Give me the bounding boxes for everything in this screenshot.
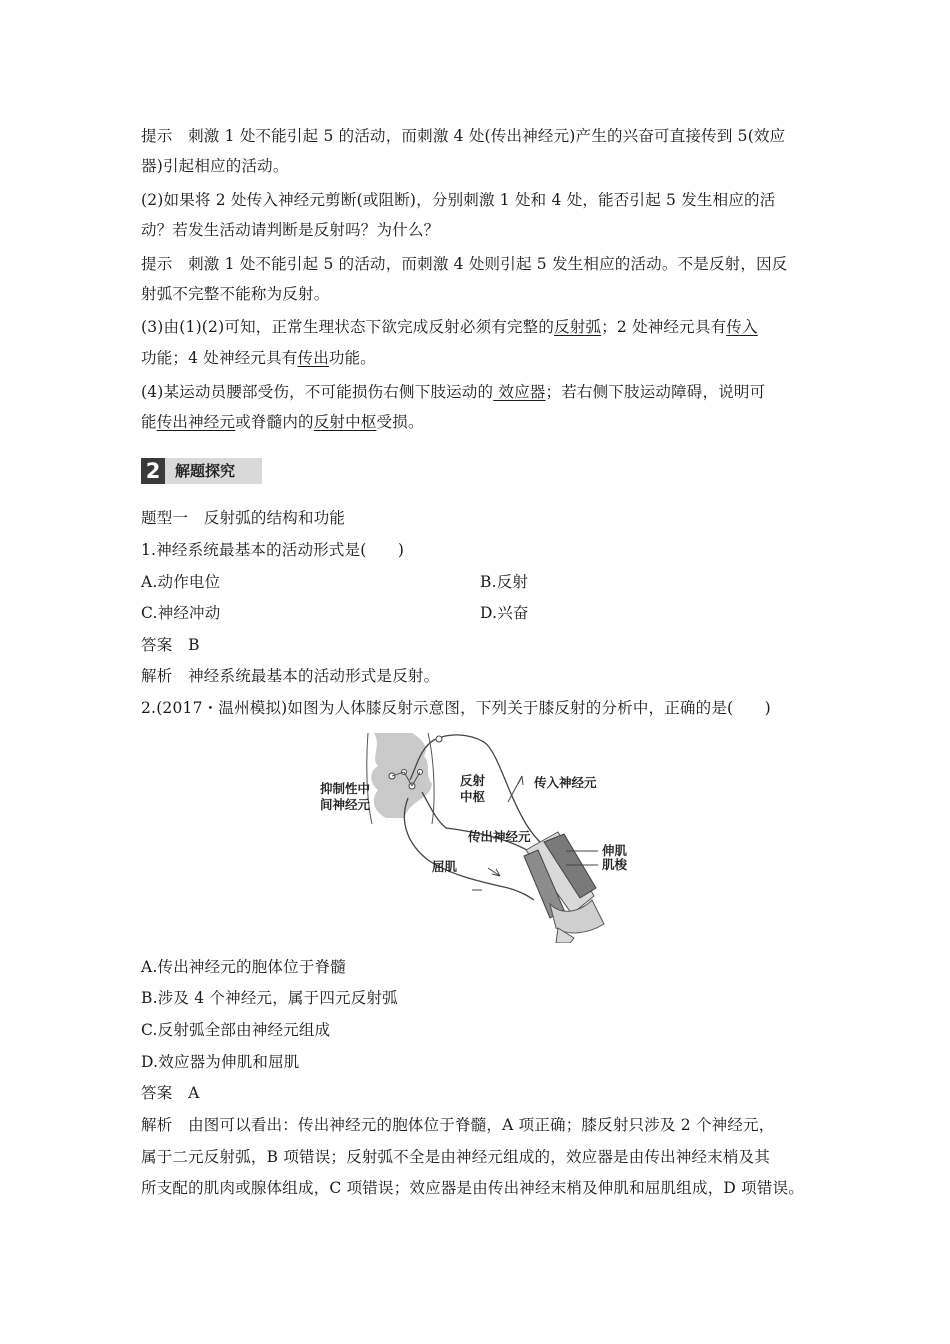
spinal-cord-gray-matter: [371, 733, 432, 818]
q4-line1: (4)某运动员腰部受伤，不可能损伤右侧下肢运动的 效应器；若右侧下肢运动障碍，说明可: [141, 383, 766, 401]
label-extensor: 伸肌: [602, 843, 628, 858]
q3-line2: 功能；4 处神经元具有传出功能。: [141, 349, 377, 367]
blank-efferent-neuron: 传出神经元: [156, 413, 236, 431]
q2-analysis-line2: 属于二元反射弧，B 项错误；反射弧不全是由神经元组成的，效应器是由传出神经末梢及其: [141, 1148, 771, 1166]
question-type-heading: 题型一 反射弧的结构和功能: [141, 509, 346, 527]
section-title: 解题探究: [175, 462, 236, 480]
hint1-line1: 提示 刺激 1 处不能引起 5 的活动，而刺激 4 处(传出神经元)产生的兴奋可直接传到 5(效应: [141, 127, 786, 145]
q2-option-d: D.效应器为伸肌和屈肌: [141, 1053, 300, 1071]
label-reflex-center-2: 中枢: [460, 789, 486, 804]
q4-line2: 能传出神经元或脊髓内的反射中枢受损。: [141, 413, 424, 431]
label-inhibitory-1: 抑制性中: [320, 781, 371, 796]
blank-effector: 效应器: [493, 383, 546, 401]
label-inhibitory-2: 间神经元: [320, 797, 371, 812]
q2-analysis-line1: 解析 由图可以看出：传出神经元的胞体位于脊髓，A 项正确；膝反射只涉及 2 个神经元，: [141, 1116, 775, 1134]
q2-line1: (2)如果将 2 处传入神经元剪断(或阻断)，分别刺激 1 处和 4 处，能否引起 5 发生相应的活: [141, 191, 776, 209]
label-muscle-spindle: 肌梭: [602, 857, 628, 872]
q1-option-b: B.反射: [480, 573, 529, 591]
q1-option-a: A.动作电位: [141, 573, 221, 591]
q1-option-d: D.兴奋: [480, 604, 529, 622]
label-flexor: 屈肌: [432, 859, 458, 874]
label-efferent-neuron: 传出神经元: [468, 829, 531, 844]
q2-option-b: B.涉及 4 个神经元，属于四元反射弧: [141, 989, 398, 1007]
q2-option-a: A.传出神经元的胞体位于脊髓: [141, 958, 346, 976]
q1-answer: 答案 B: [141, 636, 200, 654]
q3-line1: (3)由(1)(2)可知，正常生理状态下欲完成反射必须有完整的反射弧；2 处神经元具有传入: [141, 318, 758, 336]
section-number: 2: [141, 458, 165, 484]
hint2-line1: 提示 刺激 1 处不能引起 5 的活动，而刺激 4 处则引起 5 发生相应的活动。不是反射，因反: [141, 255, 788, 273]
hint2-line2: 射弧不完整不能称为反射。: [141, 285, 330, 303]
q1-option-c: C.神经冲动: [141, 604, 221, 622]
blank-afferent: 传入: [726, 318, 758, 336]
section-header: [141, 458, 262, 484]
blank-reflex-arc: 反射弧: [554, 318, 602, 336]
q1-stem: 1.神经系统最基本的活动形式是( ): [141, 541, 405, 559]
knee-reflex-figure: [312, 728, 642, 943]
label-reflex-center-1: 反射: [460, 773, 486, 788]
hint1-line2: 器)引起相应的活动。: [141, 157, 289, 175]
flexor-neuron-path: [404, 798, 534, 900]
q2-analysis-line3: 所支配的肌肉或腺体组成，C 项错误；效应器是由传出神经末梢及伸肌和屈肌组成，D 项错误。: [141, 1179, 804, 1197]
afferent-ganglion: [436, 736, 442, 742]
q2-answer: 答案 A: [141, 1084, 200, 1102]
blank-efferent: 传出: [297, 349, 329, 367]
blank-reflex-center: 反射中枢: [313, 413, 377, 431]
q2-option-c: C.反射弧全部由神经元组成: [141, 1021, 331, 1039]
q1-analysis: 解析 神经系统最基本的活动形式是反射。: [141, 667, 440, 685]
q2-line2: 动？若发生活动请判断是反射吗？为什么？: [141, 221, 440, 239]
label-afferent-neuron: 传入神经元: [534, 775, 597, 790]
q2-stem: 2.(2017・温州模拟)如图为人体膝反射示意图，下列关于膝反射的分析中，正确的是( ): [141, 699, 771, 717]
